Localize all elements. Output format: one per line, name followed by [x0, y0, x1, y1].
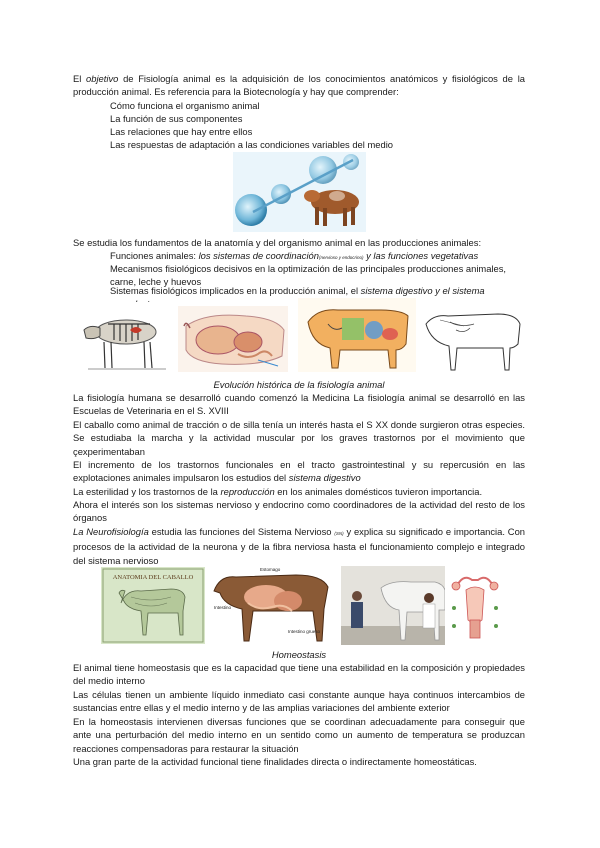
list1-item-1: Cómo funciona el organismo animal [110, 100, 260, 111]
homeostasis-heading: Homeostasis [271, 649, 327, 660]
horse-digestive-image [208, 563, 336, 646]
list1-item-3: Las relaciones que hay entre ellos [110, 126, 253, 137]
intro-paragraph: El objetivo de Fisiología animal es la adquisición de los conocimientos anatómicos y fisiológicos de la producción animal. Es referencia para la Biotecnología y hay que comprender: [73, 73, 525, 98]
cow-digestive-image [178, 306, 288, 372]
biotech-cow-image [233, 152, 366, 232]
horse-label-intestine: Intestino [214, 605, 232, 610]
horse-anatomy-book-image [101, 567, 205, 644]
history-paragraph-1: La fisiología humana se desarrolló cuando comenzó la Medicina La fisiología animal se desarrolló en las Escuelas de Veterinaria en el S. XVIII [73, 392, 525, 417]
history-paragraph-4: La esterilidad y los trastornos de la reproducción en los animales domésticos tuvieron importancia. [73, 486, 483, 497]
history-heading: Evolución histórica de la fisiología animal [213, 379, 385, 390]
list2-item-2: Mecanismos fisiológicos decisivos en la optimización de las principales producciones animales, carne, leche y huevos [110, 263, 507, 288]
history-paragraph-3: El incremento de los trastornos funcionales en el tracto gastrointestinal y su repercusión en las explotaciones animales impulsaron los estudios del sistema digestivo [73, 459, 525, 484]
homeostasis-paragraph-3: En la homeostasis intervienen diversas funciones que se coordinan adecuadamente para conseguir que ante una perturbación del medio interno en un sentido como un aumento de temperatura se produzcan reacciones compensadoras para restaurar la situación [73, 716, 525, 754]
cow-organs-image [298, 298, 416, 372]
homeostasis-paragraph-2: Las células tienen un ambiente líquido inmediato casi constante aunque haya continuos intercambios de sustancias entre ellas y el medio interno y de las amplias variaciones del ambiente exterior [73, 689, 525, 714]
history-paragraph-5: Ahora el interés son los sistemas nervioso y endocrino como coordinadores de la actividad del resto de los órganos [73, 499, 525, 524]
cow-lineart-image [420, 302, 524, 372]
list1-item-2: La función de sus componentes [110, 113, 243, 124]
horse-clinic-photo [341, 566, 445, 645]
book-title-text: ANATOMIA DEL CABALLO [112, 574, 194, 581]
history-paragraph-6: La Neurofisiología estudia las funciones del Sistema Nervioso (SN) y explica su significado e importancia. Con procesos de la actividad de la neurona y de la fibra nerviosa hasta el funcionamiento complejo e integrado del sistema nervioso [73, 526, 525, 566]
horse-label-large-intestine: Intestino grueso [288, 629, 321, 634]
horse-label-stomach: Estomago [260, 567, 281, 572]
history-paragraph-2: El caballo como animal de tracción o de silla tenía un interés hasta el S XX donde surgieron otras especies. Se estudiaba la marcha y la actividad muscular por los graves trastornos por el movimiento que çexperimentaban [73, 419, 525, 457]
anatomy-paragraph: Se estudia los fundamentos de la anatomía y del organismo animal en las producciones animales: [73, 237, 482, 248]
list2-item-3: Sistemas fisiológicos implicados en la producción animal, el sistema digestivo y el sistema [110, 285, 485, 296]
cow-skeleton-image [78, 302, 170, 372]
homeostasis-paragraph-1: El animal tiene homeostasis que es la capacidad que tiene una estabilidad en la composición y propiedades del medio interno [73, 662, 525, 687]
list2-item-1: Funciones animales: los sistemas de coordinación(nervioso y endocrino) y las funciones vegetativas [110, 250, 479, 261]
homeostasis-paragraph-4: Una gran parte de la actividad funcional tiene finalidades directa o indirectamente homeostáticas. [73, 756, 477, 767]
reproductive-organ-image [448, 568, 502, 644]
list1-item-4: Las respuestas de adaptación a las condiciones variables del medio [110, 139, 393, 150]
